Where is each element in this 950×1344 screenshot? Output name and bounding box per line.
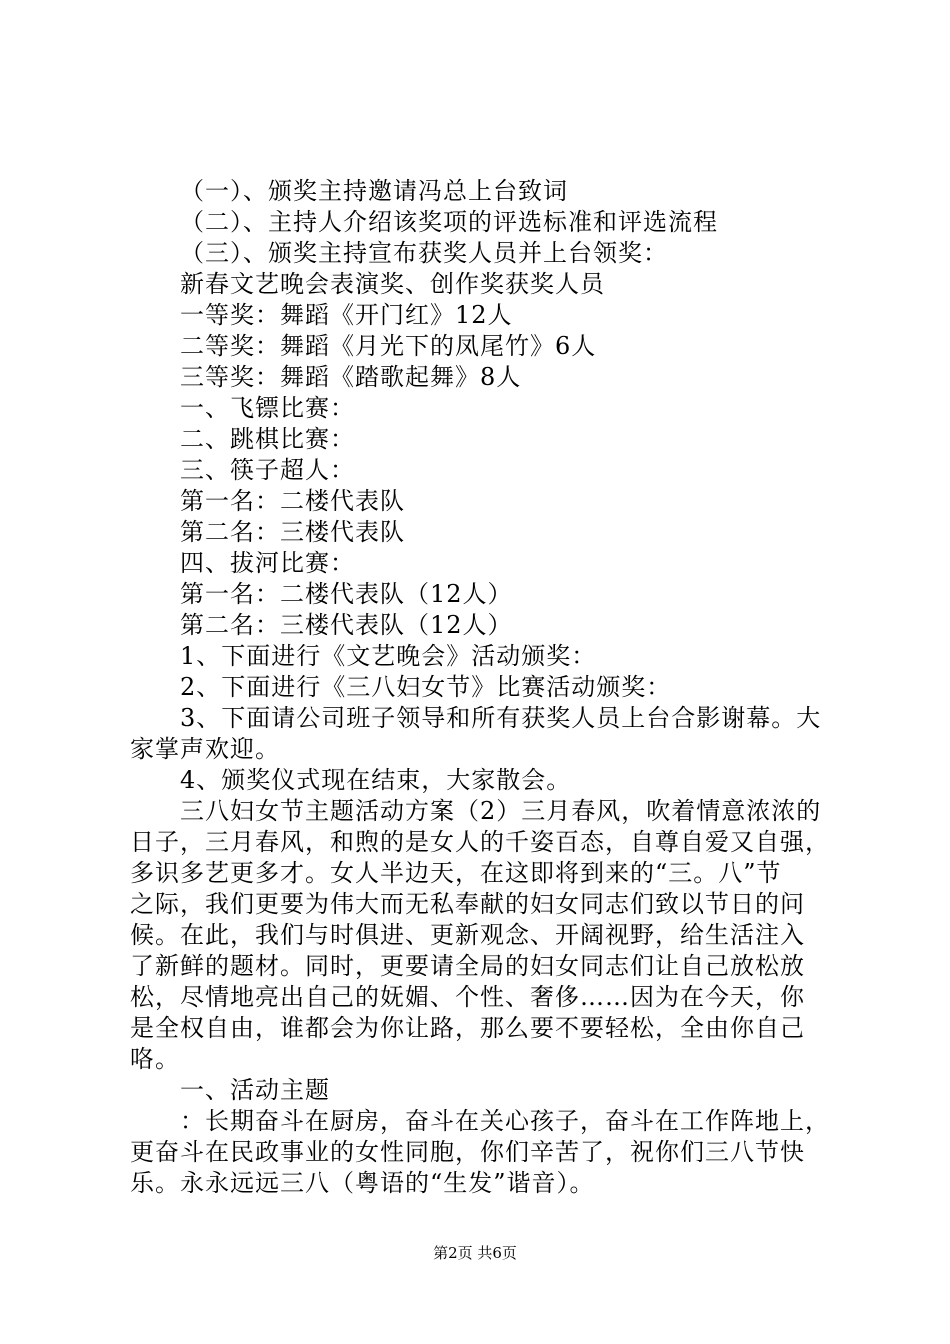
text-line: （二）、主持人介绍该奖项的评选标准和评选流程 [180, 208, 718, 236]
text-line: 是全权自由，谁都会为你让路，那么要不要轻松，全由你自己 [130, 1014, 805, 1042]
page-footer: 第2页 共6页 [433, 1244, 517, 1262]
text-line: 松，尽情地亮出自己的妩媚、个性、奢侈……因为在今天，你 [130, 983, 805, 1011]
text-line: 更奋斗在民政事业的女性同胞，你们辛苦了，祝你们三八节快 [130, 1138, 805, 1166]
text-line: 第二名：三楼代表队 [180, 518, 405, 546]
text-line: 四、拔河比赛： [180, 549, 355, 577]
text-line: 第一名：二楼代表队 [180, 487, 405, 515]
text-line: 新春文艺晚会表演奖、创作奖获奖人员 [180, 270, 605, 298]
text-line: 二、跳棋比赛： [180, 425, 355, 453]
text-line: 一、活动主题 [180, 1076, 330, 1104]
text-line: 1、下面进行《文艺晚会》活动颁奖： [180, 642, 597, 670]
text-line: 家掌声欢迎。 [130, 735, 280, 763]
text-line: 三、筷子超人： [180, 456, 355, 484]
text-line: 4、颁奖仪式现在结束，大家散会。 [180, 766, 572, 794]
text-line: 二等奖：舞蹈《月光下的凤尾竹》6人 [180, 332, 597, 360]
text-line: 第一名：二楼代表队（12人） [180, 580, 513, 608]
text-line: 一等奖：舞蹈《开门红》12人 [180, 301, 513, 329]
text-line: 多识多艺更多才。女人半边天，在这即将到来的“三。八”节 [130, 859, 782, 887]
text-line: 了新鲜的题材。同时，更要请全局的妇女同志们让自己放松放 [130, 952, 805, 980]
text-line: 候。在此，我们与时俱进、更新观念、开阔视野，给生活注入 [130, 921, 805, 949]
text-line: 3、下面请公司班子领导和所有获奖人员上台合影谢幕。大 [180, 704, 822, 732]
text-line: 之际，我们更要为伟大而无私奉献的妇女同志们致以节日的问 [130, 890, 805, 918]
text-line: （三）、颁奖主持宣布获奖人员并上台领奖： [180, 239, 668, 267]
text-line: 第二名：三楼代表队（12人） [180, 611, 513, 639]
text-line: 乐。永永远远三八（粤语的“生发”谐音）。 [130, 1169, 595, 1197]
text-line: （一）、颁奖主持邀请冯总上台致词 [180, 177, 568, 205]
text-line: ：长期奋斗在厨房，奋斗在关心孩子，奋斗在工作阵地上， [180, 1107, 830, 1135]
text-line: 2、下面进行《三八妇女节》比赛活动颁奖： [180, 673, 672, 701]
text-line: 咯。 [130, 1045, 180, 1073]
text-line: 日子，三月春风，和煦的是女人的千姿百态，自尊自爱又自强， [130, 828, 830, 856]
text-line: 三八妇女节主题活动方案（2）三月春风，吹着情意浓浓的 [180, 797, 822, 825]
text-line: 一、飞镖比赛： [180, 394, 355, 422]
text-line: 三等奖：舞蹈《踏歌起舞》8人 [180, 363, 522, 391]
